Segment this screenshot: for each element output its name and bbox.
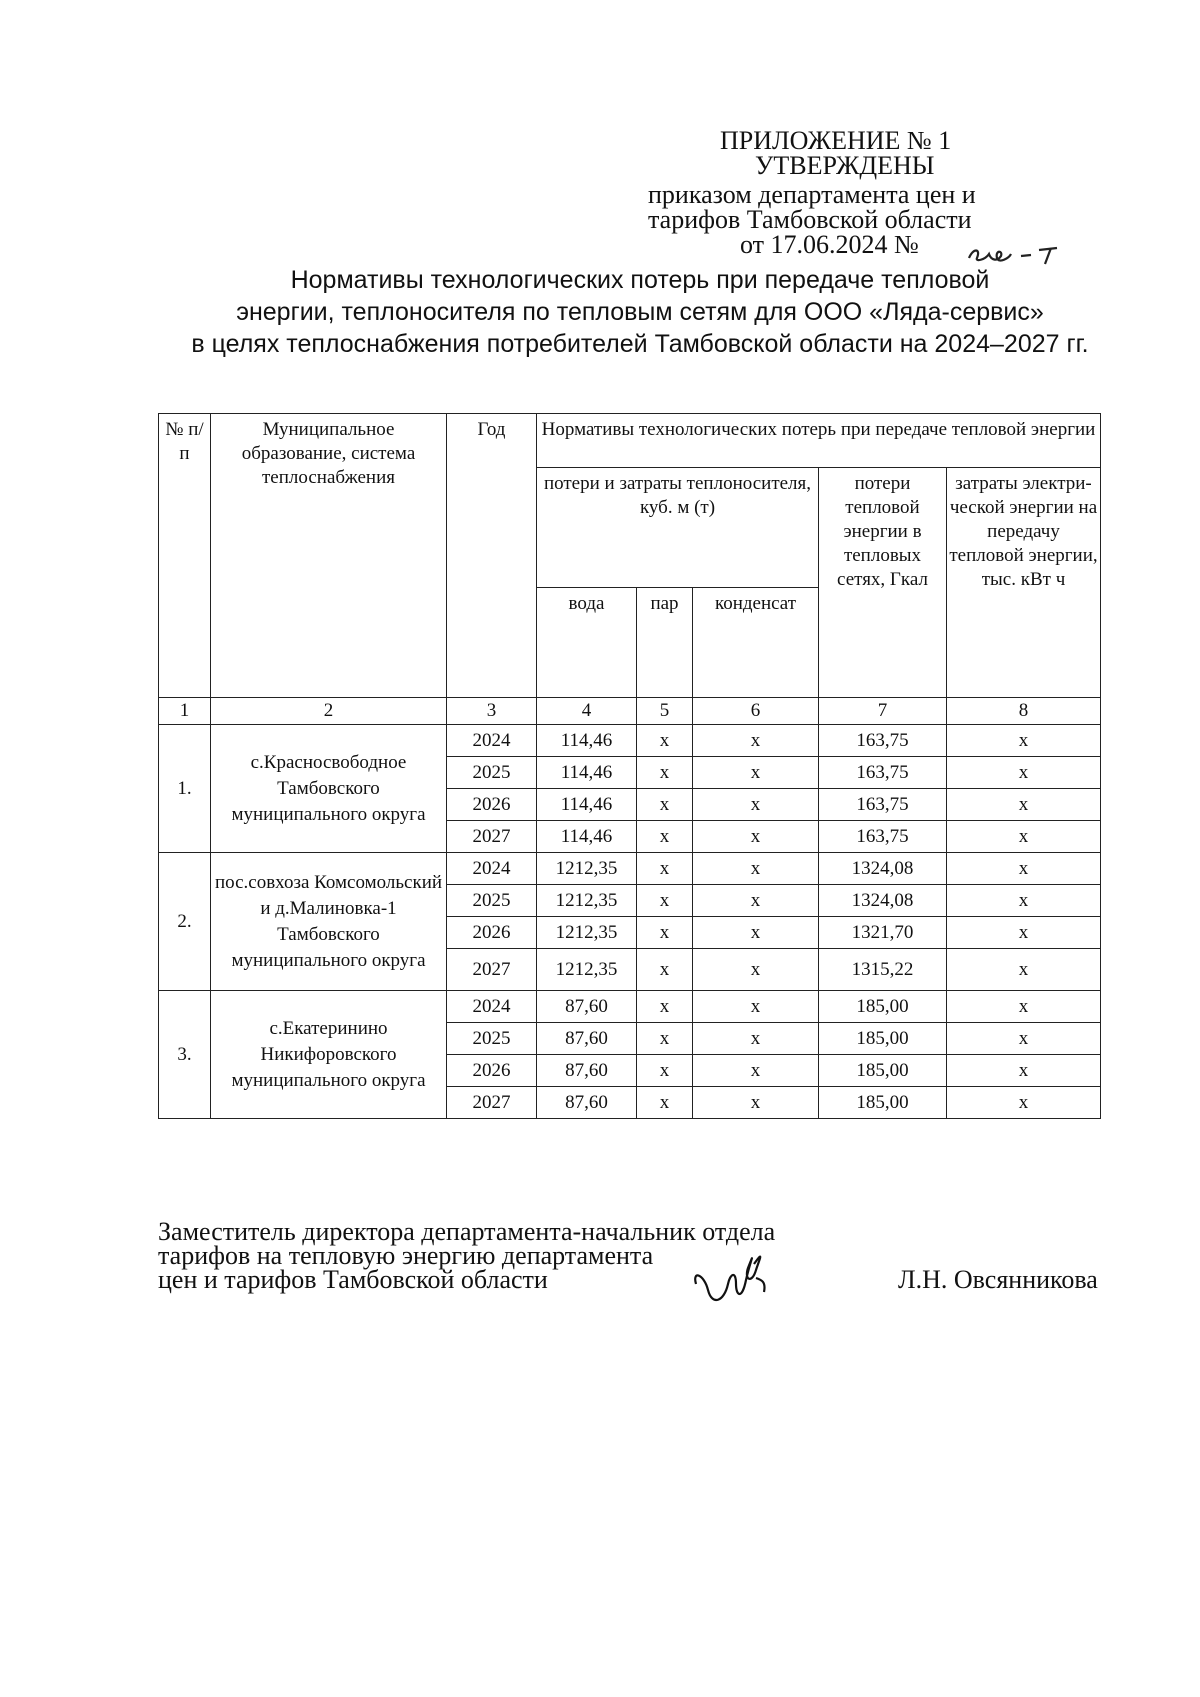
cell-electricity: х [947,821,1101,853]
group-municipality: пос.совхоза Комсомольский и д.Малиновка-1 Тамбовского муниципального округа [211,853,447,991]
table-row [159,991,1101,1023]
cell-electricity: х [947,789,1101,821]
header-coolant: потери и затраты теплоносителя, куб. м (т) [537,468,819,588]
cell-electricity: х [947,917,1101,949]
cell-electricity: х [947,949,1101,991]
title-line-1: Нормативы технологических потерь при передаче тепловой [290,266,990,294]
cell-electricity: х [947,757,1101,789]
norms-table [158,413,1101,1119]
cell-year: 2025 [447,885,537,917]
cell-year: 2027 [447,949,537,991]
cell-condensate: х [693,1087,819,1119]
approved-label: УТВЕРЖДЕНЫ [755,151,935,180]
handwritten-signature [690,1240,800,1320]
position-line-3: цен и тарифов Тамбовской области [158,1265,548,1294]
cell-water: 114,46 [537,725,637,757]
header-norms: Нормативы технологических потерь при передаче тепловой энергии [537,414,1101,468]
cell-year: 2026 [447,1055,537,1087]
group-number: 1. [159,725,211,853]
cell-year: 2026 [447,789,537,821]
cell-year: 2024 [447,991,537,1023]
table-row [159,853,1101,885]
col-num-4: 4 [537,698,637,725]
cell-electricity: х [947,853,1101,885]
group-number: 3. [159,991,211,1119]
col-num-7: 7 [819,698,947,725]
title-line-3: в целях теплоснабжения потребителей Тамбовской области на 2024–2027 гг. [191,330,1089,358]
cell-water: 1212,35 [537,853,637,885]
table-row [159,725,1101,757]
cell-water: 1212,35 [537,885,637,917]
cell-year: 2026 [447,917,537,949]
cell-steam: х [637,821,693,853]
header-water: вода [537,588,637,698]
header-steam: пар [637,588,693,698]
cell-steam: х [637,725,693,757]
cell-heat-loss: 185,00 [819,1087,947,1119]
col-num-1: 1 [159,698,211,725]
cell-condensate: х [693,821,819,853]
appendix-label: ПРИЛОЖЕНИЕ № 1 [720,126,952,155]
header-year: Год [447,414,537,698]
order-line-1: приказом департамента цен и [648,180,976,209]
cell-heat-loss: 1324,08 [819,853,947,885]
cell-heat-loss: 1315,22 [819,949,947,991]
cell-heat-loss: 185,00 [819,991,947,1023]
cell-steam: х [637,1055,693,1087]
cell-steam: х [637,917,693,949]
cell-condensate: х [693,917,819,949]
cell-condensate: х [693,1023,819,1055]
cell-year: 2024 [447,853,537,885]
title-line-2: энергии, теплоносителя по тепловым сетям для ООО «Ляда-сервис» [236,298,1044,326]
cell-water: 87,60 [537,1087,637,1119]
cell-electricity: х [947,1023,1101,1055]
cell-heat-loss: 1321,70 [819,917,947,949]
cell-steam: х [637,885,693,917]
header-municipality: Муниципальное образование, система теплоснабжения [211,414,447,698]
cell-water: 87,60 [537,1023,637,1055]
order-line-3: от 17.06.2024 № [740,230,919,259]
cell-electricity: х [947,991,1101,1023]
cell-heat-loss: 185,00 [819,1055,947,1087]
cell-condensate: х [693,949,819,991]
cell-electricity: х [947,725,1101,757]
cell-heat-loss: 1324,08 [819,885,947,917]
col-num-8: 8 [947,698,1101,725]
header-electricity: затраты электри-ческой энергии на передачу тепловой энергии, тыс. кВт ч [947,468,1101,698]
cell-condensate: х [693,885,819,917]
col-num-3: 3 [447,698,537,725]
cell-heat-loss: 185,00 [819,1023,947,1055]
cell-steam: х [637,991,693,1023]
cell-water: 87,60 [537,1055,637,1087]
position-line-1: Заместитель директора департамента-начальник отдела [158,1217,776,1246]
cell-year: 2027 [447,1087,537,1119]
cell-electricity: х [947,885,1101,917]
cell-condensate: х [693,853,819,885]
group-municipality: с.Екатеринино Никифоровского муниципального округа [211,991,447,1119]
cell-year: 2025 [447,757,537,789]
cell-steam: х [637,757,693,789]
cell-heat-loss: 163,75 [819,757,947,789]
cell-water: 1212,35 [537,949,637,991]
cell-steam: х [637,853,693,885]
cell-water: 114,46 [537,757,637,789]
group-number: 2. [159,853,211,991]
cell-heat-loss: 163,75 [819,789,947,821]
header-num: № п/п [159,414,211,698]
cell-condensate: х [693,789,819,821]
cell-condensate: х [693,1055,819,1087]
cell-steam: х [637,1087,693,1119]
col-num-2: 2 [211,698,447,725]
group-municipality: с.Красносвободное Тамбовского муниципального округа [211,725,447,853]
column-number-row [159,698,1101,725]
cell-condensate: х [693,725,819,757]
col-num-5: 5 [637,698,693,725]
cell-water: 87,60 [537,991,637,1023]
cell-year: 2025 [447,1023,537,1055]
document-title [170,264,1110,360]
cell-year: 2024 [447,725,537,757]
header-heat-loss: потери тепловой энергии в тепловых сетях, Гкал [819,468,947,698]
header-condensate: конденсат [693,588,819,698]
cell-condensate: х [693,991,819,1023]
cell-water: 1212,35 [537,917,637,949]
cell-year: 2027 [447,821,537,853]
cell-condensate: х [693,757,819,789]
cell-steam: х [637,949,693,991]
cell-electricity: х [947,1055,1101,1087]
position-line-2: тарифов на тепловую энергию департамента [158,1241,654,1270]
col-num-6: 6 [693,698,819,725]
signer-name: Л.Н. Овсянникова [898,1265,1098,1294]
cell-steam: х [637,1023,693,1055]
cell-water: 114,46 [537,789,637,821]
cell-heat-loss: 163,75 [819,725,947,757]
cell-heat-loss: 163,75 [819,821,947,853]
cell-water: 114,46 [537,821,637,853]
cell-electricity: х [947,1087,1101,1119]
order-line-2: тарифов Тамбовской области [648,205,972,234]
cell-steam: х [637,789,693,821]
